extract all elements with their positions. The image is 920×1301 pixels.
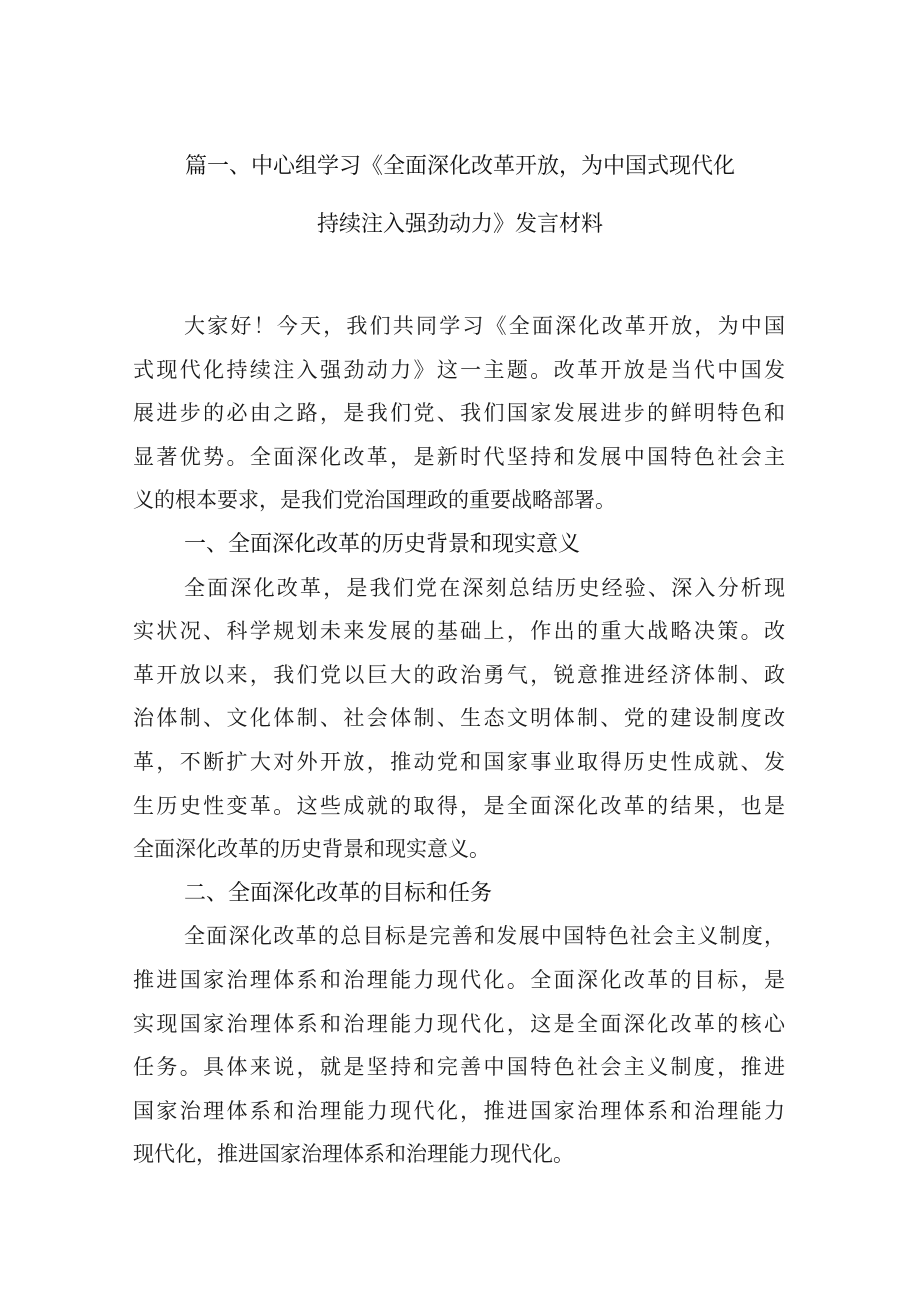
section-2-paragraph: [133, 915, 785, 1177]
section-1-paragraph-line: 全面深化改革的历史背景和现实意义。: [133, 837, 490, 862]
intro-paragraph-line: 大家好！今天，我们共同学习《全面深化改革开放，为中国: [184, 314, 785, 338]
section-1-paragraph-line: 实状况、科学规划未来发展的基础上，作出的重大战略决策。改: [133, 619, 785, 644]
section-1-paragraph-line: 治体制、文化体制、社会体制、生态文明体制、党的建设制度改: [133, 706, 785, 731]
section-2-paragraph-line: 推进国家治理体系和治理能力现代化。全面深化改革的目标，是: [133, 967, 785, 992]
section-1-paragraph-line: 生历史性变革。这些成就的取得，是全面深化改革的结果，也是: [133, 793, 785, 818]
section-1-heading: 一、全面深化改革的历史背景和现实意义: [184, 531, 581, 557]
section-2-paragraph-line: 国家治理体系和治理能力现代化，推进国家治理体系和治理能力: [133, 1098, 785, 1123]
intro-paragraph-line: 显著优势。全面深化改革，是新时代坚持和发展中国特色社会主: [133, 444, 785, 469]
document-body: [133, 305, 785, 1177]
section-2-paragraph-line: 实现国家治理体系和治理能力现代化，这是全面深化改革的核心: [133, 1011, 785, 1036]
section-2-paragraph-line: 任务。具体来说，就是坚持和完善中国特色社会主义制度，推进: [133, 1055, 785, 1080]
section-1-paragraph-line: 革开放以来，我们党以巨大的政治勇气，锐意推进经济体制、政: [133, 662, 785, 687]
intro-paragraph-line: 展进步的必由之路，是我们党、我们国家发展进步的鲜明特色和: [133, 401, 785, 426]
intro-paragraph-line: 式现代化持续注入强劲动力》这一主题。改革开放是当代中国发: [133, 357, 785, 382]
section-2-heading: 二、全面深化改革的目标和任务: [184, 880, 493, 906]
title-line-2: 持续注入强劲动力》发言材料: [316, 212, 603, 237]
section-1-paragraph: [133, 567, 785, 872]
intro-paragraph-line: 义的根本要求，是我们党治国理政的重要战略部署。: [133, 488, 616, 513]
section-2-paragraph-line: 全面深化改革的总目标是完善和发展中国特色社会主义制度，: [184, 924, 785, 949]
section-1-paragraph-line: 全面深化改革，是我们党在深刻总结历史经验、深入分析现: [184, 575, 785, 600]
intro-paragraph: [133, 305, 785, 523]
title-line-1: 篇一、中心组学习《全面深化改革开放，为中国式现代化: [184, 154, 735, 179]
document-title: [0, 138, 920, 254]
section-2-paragraph-line: 现代化，推进国家治理体系和治理能力现代化。: [133, 1142, 574, 1167]
section-1-paragraph-line: 革，不断扩大对外开放，推动党和国家事业取得历史性成就、发: [133, 749, 785, 774]
